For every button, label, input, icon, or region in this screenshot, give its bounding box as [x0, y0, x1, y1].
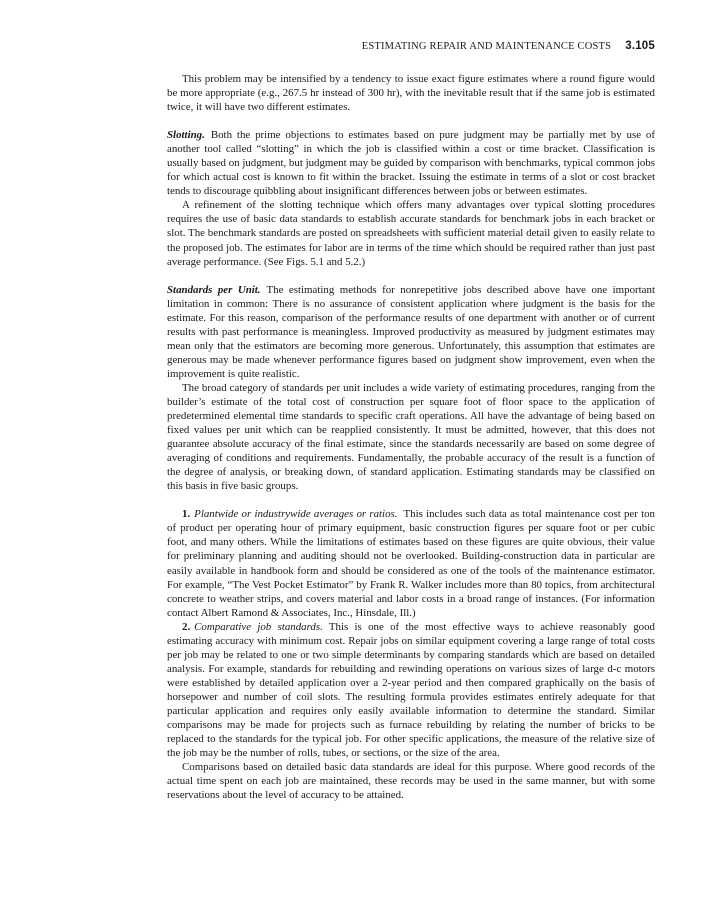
paragraph: This problem may be intensified by a tendency to issue exact figure estimates where a round figure would be more appropriate (e.g., 267.5 hr instead of 300 hr), with the inevitable result that if the same job is estimated twice, it will have two different estimates. — [167, 73, 655, 114]
paragraph: A refinement of the slotting technique which offers many advantages over typical slotting procedures requires the use of basic data standards to establish accurate standards for benchmark jobs in each bracket or slot. The benchmark standards are posted on spreadsheets with sufficient material detail given to easily relate to the proposed job. The estimates for labor are in terms of the time which should be required rather than just past average performance. (See Figs. 5.1 and 5.2.) — [167, 199, 655, 268]
paragraph: Comparisons based on detailed basic data standards are ideal for this purpose. Where good records of the actual time spent on each job are maintained, these records may be used in the same manner, but with some reservations about the level of accuracy to be attained. — [167, 761, 655, 802]
item-text: This includes such data as total maintenance cost per ton of product per operating hour of primary equipment, basic construction figures per square foot or per cubic foot, and many others. While the limitations of estimates based on these figures are quite obvious, their value for preliminary planning and auditing should not be overlooked. Building-construction data in particular are easily available in handbook form and should be considered as one of the tools of the maintenance estimator. For example, “The Vest Pocket Estimator” by Frank R. Walker includes more than 80 topics, from architectural concrete to weather strips, and covers material and labor costs in a broad range of instances. (For information contact Albert Ramond & Associates, Inc., Hinsdale, Ill.) — [167, 508, 655, 619]
paragraph-standards-per-unit — [167, 283, 655, 381]
paragraph-text: Both the prime objections to estimates based on pure judgment may be partially met by use of another tool called “slotting” in which the job is classified within a cost or time bracket. Classification is usually based on judgment, but judgment may be guided by comparison with benchmarks, typical common jobs for which actual cost is known to fit within the bracket. Issuing the estimate in terms of a slot or cost bracket tends to discourage quibbling about insignificant differences between jobs or between estimates. — [167, 129, 655, 198]
list-item-2 — [167, 620, 655, 760]
run-in-heading: Slotting. — [167, 129, 205, 142]
item-text: This is one of the most effective ways to achieve reasonably good estimating accuracy with minimum cost. Repair jobs on similar equipment covering a large range of total costs per job may be related to one or two simple determinants by comparing standards which are based on detailed analysis. For example, standards for rebuilding and rewinding operations on various sizes of large d-c motors were established by detailed application over a 2-year period and then compared graphically on the basis of horsepower and number of coil slots. The resulting formula provides estimates entirely adequate for that particular application and requires only easily available information to determine the standard. Similar comparisons may be made for projects such as furnace rebuilding by relating the number of bricks to be replaced to the standards for the typical job. For other specific applications, the measure of the relative size of the job may be the number of rolls, tubes, or sections, or the size of the area. — [167, 620, 655, 760]
item-number: 1. — [182, 508, 191, 521]
paragraph-text: The estimating methods for nonrepetitive jobs described above have one important limitation in common: There is no assurance of consistent application where judgment is the basis for the estimate. For this reason, comparison of the performance results of one department with another or of current results with past performance is meaningless. Improved productivity as measured by judgment estimates may mean only that the estimators are becoming more generous. Unfortunately, this assumption that estimates are generous may be made whenever performance figures based on judgment show improvement, even when the improvement is quite realistic. — [167, 283, 655, 380]
running-title: ESTIMATING REPAIR AND MAINTENANCE COSTS — [361, 41, 612, 52]
page-number: 3.105 — [625, 40, 655, 52]
body-text — [167, 72, 655, 802]
running-header — [362, 40, 655, 52]
item-number: 2. — [182, 620, 191, 633]
item-heading: Comparative job standards. — [194, 620, 323, 633]
paragraph-slotting — [167, 128, 655, 198]
list-item-1 — [167, 507, 655, 619]
item-heading: Plantwide or industrywide averages or ratios. — [194, 508, 398, 521]
run-in-heading: Standards per Unit. — [167, 283, 261, 296]
paragraph: The broad category of standards per unit includes a wide variety of estimating procedures, ranging from the builder’s estimate of the total cost of construction per square foot of floor space to the application of predetermined elemental time standards to specific craft operations. All have the advantage of being based on fixed values per unit which can be reapplied consistently. It must be admitted, however, that this does not guarantee absolute accuracy of the final estimate, since the standards necessarily are based on some degree of averaging of conditions and requirements. Fundamentally, the probable accuracy of the result is a function of the degree of analysis, or breaking down, of standard application. Estimating standards may be classified on this basis in five basic groups. — [167, 381, 655, 493]
